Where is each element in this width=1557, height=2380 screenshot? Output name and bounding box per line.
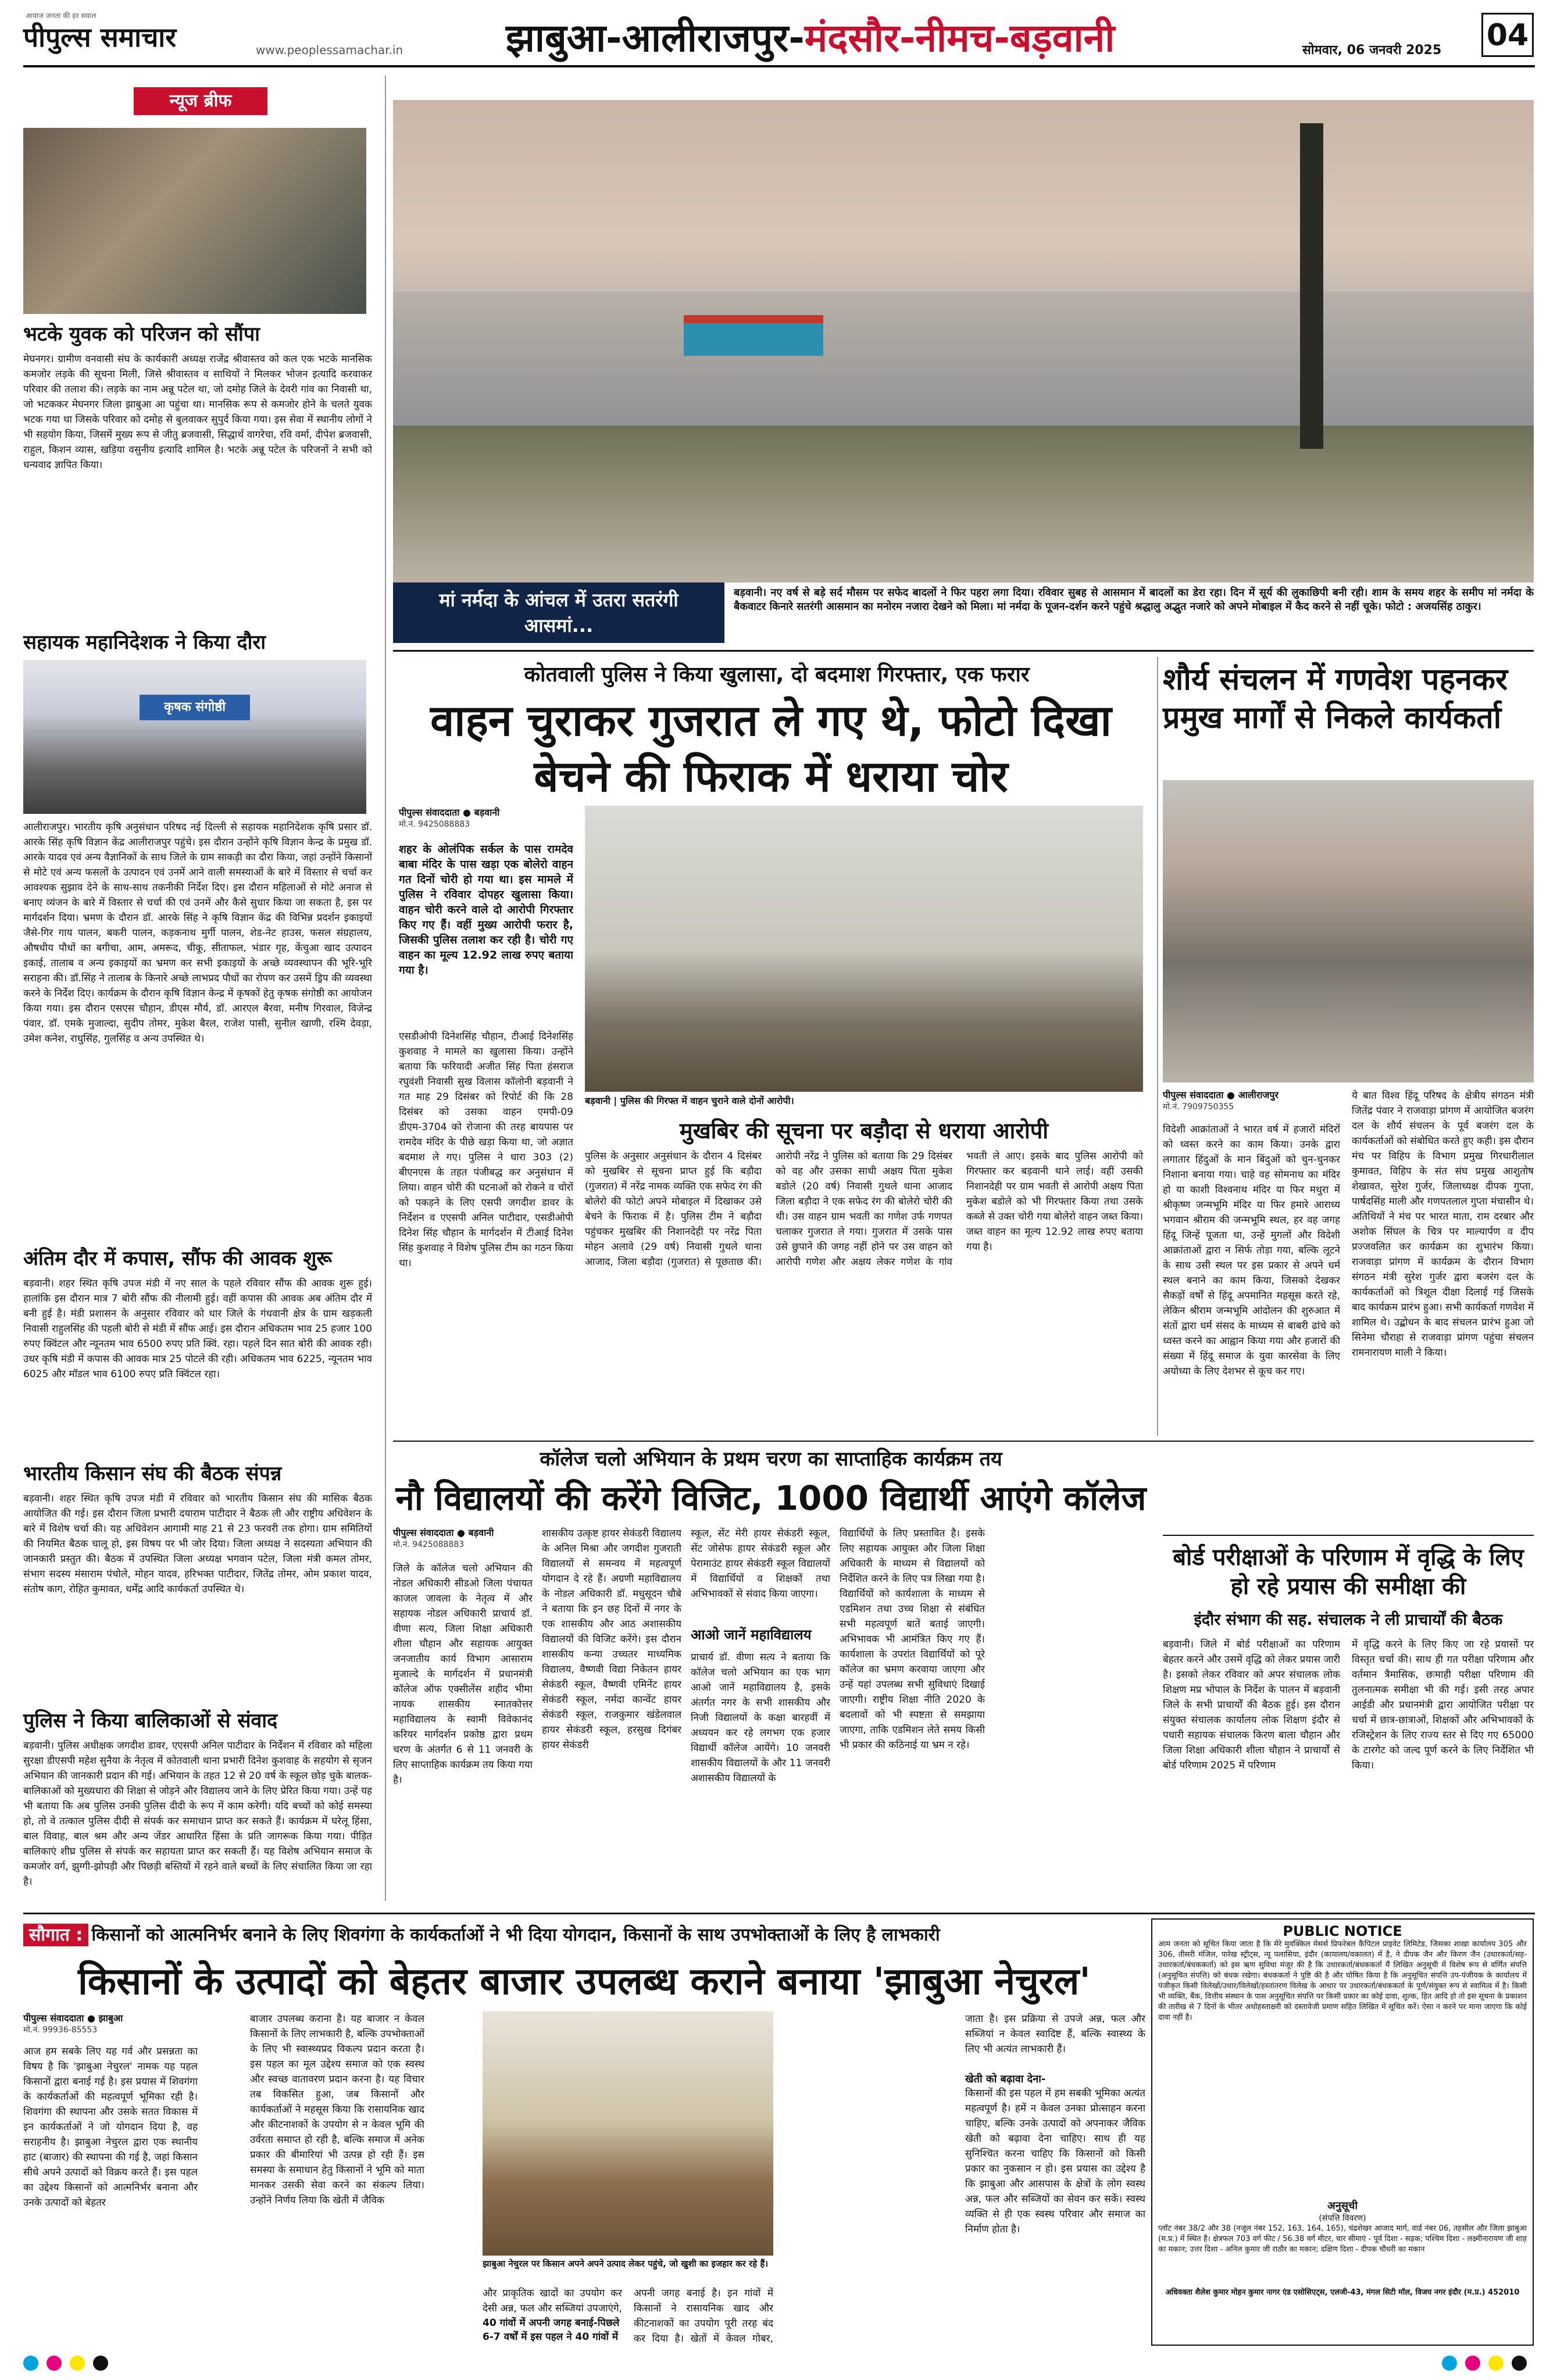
photo-shore bbox=[393, 426, 1534, 583]
saugat-mobile: मो.नं. 99936-85553 bbox=[23, 2025, 98, 2035]
college-body-2: शासकीय उत्कृष्ट हायर सेकंडरी विद्यालय के अनिल मिश्रा और जगदीश गुजराती विद्यालयों से समन्वय में महत्वपूर्ण योगदान दे रहे हैं। अग्रणी महाविद्यालय के नोडल अधिकारी डॉ. मधुसूदन चौबे ने बताया कि इन छह दिनों में नगर के एक शासकीय और आठ अशासकीय विद्यालयों की विजिट करेंगे। इस दौरान शासकीय कन्या उच्चतर माध्यमिक विद्यालय, वैष्णवी विद्या निकेतन हायर सेकंडरी स्कूल, वैष्णवी एमिनेंट हायर सेकंडरी स्कूल, नर्मदा कान्वेंट हायर सेकंडरी स्कूल, राजकुमार खंडेलवाल हायर सेकंडरी स्कूल, हरसुख दिगंबर हायर सेकंडरी bbox=[542, 1528, 681, 1751]
news-brief-label: न्यूज ब्रीफ bbox=[134, 87, 267, 115]
caption-title-text: मां नर्मदा के आंचल में उतरा सतरंगी आसमां... bbox=[439, 589, 678, 637]
color-mark bbox=[70, 2356, 85, 2371]
notice-schedule-sub: (संपत्ति विवरण) bbox=[1319, 2214, 1366, 2223]
masthead-website[interactable]: www.peoplessamachar.in bbox=[256, 43, 403, 57]
saugat-body-1: आज हम सबके लिए यह गर्व और प्रसन्नता का विषय है कि 'झाबुआ नेचुरल' नामक यह पहल किसानों द्वारा बनाई गई है। इस प्रयास में शिवगंगा के कार्यकर्ताओं की महत्वपूर्ण भूमिका रही है। शिवगंगा की स्थापना और उसके सतत विकास में इन कार्यकर्ताओं ने जो योगदान दिया है, वह सराहनीय है। झाबुआ नेचुरल द्वारा एक स्थानीय हाट (बाजार) की स्थापना की गई है, जहां किसान सीधे अपने उत्पादों को विक्रय करते हैं। इस पहल का उद्देश्य किसानों को आत्मनिर्भर बनाना और उनके उत्पादों को बेहतर bbox=[23, 2046, 198, 2209]
board-headline: बोर्ड परीक्षाओं के परिणाम में वृद्धि के लिए हो रहे प्रयास की समीक्षा की bbox=[1173, 1544, 1524, 1600]
lead-headline: वाहन चुराकर गुजरात ले गए थे, फोटो दिखा बेचने की फिराक में धराया चोर bbox=[430, 696, 1112, 802]
brief-headline: भटके युवक को परिजन को सौंपा bbox=[23, 323, 260, 346]
color-mark bbox=[1512, 2356, 1527, 2371]
brief-body: बड़वानी। शहर स्थित कृषि उपज मंडी में रविवार को भारतीय किसान संघ की मासिक बैठक आयोजित की गई। इस दौरान जिला प्रभारी दयाराम पाटीदार ने बैठक ली और राष्ट्रीय अधिवेशन के बारे में विशेष चर्चा की। यह अधिवेशन आगामी माह 21 से 23 फरवरी तक होगा। ग्राम समितियों की नियमित बैठक चालू हो, इस विषय पर भी जोर दिया। जिला अध्यक्ष ने सदस्यता अभियान की जानकारी प्रस्तुत की। बैठक में उपस्थित जिला अध्यक्ष भगवान पटेल, जिला मंत्री कमल तोमर, संभाग सदस्य मंसाराम पंचोले, मोहन यादव, हरिभक्त पाटीदार, जितेंद्र तोमर, ओम प्रकाश यादव, संतोष काग, रोहित कुमावत, धर्मेंद्र आदि कार्यकर्ता उपस्थित थे। bbox=[23, 1493, 372, 1595]
saugat-byline: पीपुल्स संवाददाता bbox=[23, 2013, 84, 2024]
photo-caption-title bbox=[393, 583, 724, 643]
saugat-col5 bbox=[965, 2011, 1145, 2343]
saugat-col3 bbox=[483, 2286, 622, 2344]
college-headline: नौ विद्यालयों की करेंगे विजिट, 1000 विद्यार्थी आएंगे कॉलेज bbox=[395, 1478, 1147, 1518]
color-mark bbox=[47, 2356, 62, 2371]
college-mobile: मो.नं. 9425088883 bbox=[393, 1540, 465, 1549]
notice-signature: अधिवक्ता शैलेश कुमार मोहन कुमार नागर एंड एसोसिएट्स, एलजी-43, मंगल सिटी मॉल, विजय नगर इंदौर (म.प्र.) 452010 bbox=[1165, 2288, 1520, 2297]
color-mark bbox=[1488, 2356, 1504, 2371]
notice-schedule-body: प्लॉट नंबर 38/2 और 38 (नजूल नंबर 152, 163, 164, 165), चंद्रशेखर आजाद मार्ग, वार्ड नंबर 06, तहसील और जिला झाबुआ (म.प्र.) में स्थित है। क्षेत्रफल 703 वर्ग फीट / 56.38 वर्ग मीटर, चार सीमाएं - पूर्व दिशा - सड़क; पश्चिम दिशा - लक्ष्मीनारायण जी शाह का मकान; उत्तर दिशा - अनिल कुमार जी राठौर का मकान; दक्षिण दिशा - दीपक चौधरी का मकान bbox=[1158, 2224, 1527, 2254]
shaurya-body-2: ये बात विश्व हिंदू परिषद के क्षेत्रीय संगठन मंत्री जितेंद्र पंवार ने राजवाड़ा प्रांगण में आयोजित बजरंग दल के शौर्य संचलन के पूर्व बजरंग दल के कार्यकर्ताओं को संबोधित करते हुए कही। इस दौरान मंच पर विहिप के विभाग प्रमुख गिरधारीलाल कुमावत, विहिप के संत संघ प्रमुख आशुतोष शेखावत, सुरेश गुर्जर, जिलाध्यक्ष दीपक गुप्ता, पार्षदसिंह माली और गणपतलाल गुप्ता मंचासीन थे। अतिथियों ने मंच पर भारत माता, राम दरबार और अशोक सिंघल के चित्र पर माल्यार्पण व दीप प्रज्जवलित कर कार्यक्रम का शुभारंभ किया। राजवाड़ा प्रांगण में कार्यक्रम के दौरान विभाग संगठन मंत्री सुरेश गुर्जर द्वारा बजरंग दल के कार्यकर्ताओं को त्रिशूल दीक्षा दिलाई गई जिसके बाद कार्यक्रम प्रारंभ हुआ। सभी कार्यकर्ता गणवेश में शामिल थे। उद्बोधन के बाद संचलन प्रारंभ हुआ जो सिनेमा चौराहा से राजवाड़ा प्रांगण पहुंचा संचलन रामनारायण माली ने किया। bbox=[1352, 1090, 1534, 1359]
saugat-story bbox=[23, 1918, 1145, 2349]
college-body-1: जिले के कॉलेज चलो अभियान की नोडल अधिकारी सीडओ जिला पंचायत काजल जावला के नेतृत्व में और सहायक नोडल अधिकारी प्राचार्य डॉ. वीणा सत्य, जिला शिक्षा अधिकारी शीला चौहान और सहायक आयुक्त जनजातीय कार्य विभाग आसाराम मुजाल्दे के मार्गदर्शन में प्रधानमंत्री कॉलेज ऑफ एक्सीलेंस शहीद भीमा नायक शासकीय स्नातकोत्तर महाविद्यालय के स्वामी विवेकानंद करियर मार्गदर्शन प्रकोष्ठ द्वारा प्रथम चरण के अंतर्गत 6 से 11 जनवरी के लिए साप्ताहिक कार्यक्रम तय किया गया है। bbox=[393, 1563, 533, 1786]
seminar-banner: कृषक संगोष्ठी bbox=[140, 695, 250, 720]
photo-boat bbox=[684, 315, 823, 356]
lead-byline: पीपुल्स संवाददाता bbox=[399, 807, 460, 818]
masthead-tagline: आवाज जनता की हर सवाल bbox=[26, 12, 97, 20]
college-body-3b: प्राचार्य डॉ. वीणा सत्य ने बताया कि कॉलेज चलो अभियान का एक भाग आओ जानें महाविद्यालय है, इसके अंतर्गत नगर के सभी शासकीय और निजी विद्यालयों के कक्षा बारहवीं में अध्ययन कर रहे लगभग एक हजार विद्यार्थी कॉलेज आयेंगे। 10 जनवरी शासकीय विद्यालयों के और 11 जनवरी अशासकीय विद्यालयों के bbox=[691, 1652, 830, 1784]
notice-schedule-title: अनुसूची bbox=[1327, 2200, 1358, 2212]
brief-body: बड़वानी। पुलिस अधीक्षक जगदीश डावर, एएसपी अनिल पाटीदार के निर्देशन में रविवार को महिला सुरक्षा डीएसपी महेश सुनैया के नेतृत्व में कोतवाली थाना प्रभारी दिनेश कुशवाह के सहयोग से सृजन अभियान की जानकारी प्रदान की गई। अभियान के तहत 12 से 20 वर्ष के स्कूल छोड़ चुके बालक-बालिकाओं को मुख्यधारा की शिक्षा से जोड़ने और विद्यालय जाने के लिए प्रेरित किया गया। उन्हें यह भी बताया कि अब पुलिस उनकी पुलिस दीदी के रूप में काम करेगी। यदि बच्चों को कोई समस्या हो, तो वे तत्काल पुलिस दीदी से संपर्क कर समाधान प्राप्त कर सकते हैं। कार्यक्रम में घरेलू हिंसा, बाल विवाह, बाल श्रम और अन्य जेंडर आधारित हिंसा के प्रति जागरूक किया गया। पीड़ित बालिकाएं शीघ्र पुलिस से संपर्क कर सहायता प्राप्त कर सकती हैं। यह विशेष अभियान समाज के कमजोर वर्ग, झुग्गी-झोपड़ी और पिछड़ी बस्तियों में रहने वाले बच्चों के लिए संचालित किया जा रहा है। bbox=[23, 1740, 372, 1888]
masthead-region bbox=[506, 10, 1262, 60]
section-rule bbox=[1163, 1535, 1534, 1536]
notice-title: PUBLIC NOTICE bbox=[1283, 1923, 1402, 1939]
college-byline: पीपुल्स संवाददाता bbox=[393, 1527, 454, 1538]
lead-byline-block: पीपुल्स संवाददाता ● बड़वानी मो.नं. 9425088883 bbox=[399, 806, 573, 830]
masthead-rule bbox=[23, 65, 1535, 67]
college-subhead: आओ जानें महाविद्यालय bbox=[691, 1627, 812, 1643]
print-color-marks-left bbox=[23, 2356, 198, 2373]
notice-body: आम जनता को सूचित किया जाता है कि मेरे मुवक्किल मेसर्स प्रिफरेबल कैपिटल प्राइवेट लिमिटेड, जिसका शाखा कार्यालय 305 और 306, तीसरी मंजिल, पारेख स्ट्रीट्स, न्यू पलासिया, इंदौर (कायालय/वकालत) में है, ने दीपक जैन और किरण जैन (उधारकर्ता/सह-उधारकर्ता/बंधककर्ता) को इस ऋण सुविधा मंजूर की है कि उधारकर्ता/बंधककर्ता मैं लिखित अनुसूची में विशेष रूप से वर्णित संपत्ति (अनुसूचित संपत्ति) को बंधक रखेगा। बंधककर्ता ने पुष्टि की है और घोषित किया है कि अनुसूचित संपत्ति उप-पंजीयक के कार्यालय में पंजीकृत किसी विलेखों/उधार/विलेखों/हस्तांतरण विलेख के आधार पर उधारकर्ता/बंधककर्ता के पूर्ण/संयुक्त रूप से स्वामित्व में है। किसी भी व्यक्ति, बैंक, वित्तीय संस्थान के पास अनुसूचित संपत्ति पर किसी प्रकार का कोई दावा, शुल्क, हित आदि हो तो इस सूचना के प्रकाशन की तारीख से 7 दिनों के भीतर अधोहस्ताक्षरी को दस्तावेजी प्रमाण सहित लिखित में सूचित करें। ऐसा न करने पर माना जाएगा कि कोई दावा नहीं है। bbox=[1158, 1940, 1527, 2022]
saugat-kicker-row bbox=[23, 1922, 1145, 1950]
section-rule bbox=[23, 1913, 1535, 1914]
shaurya-body-1: विदेशी आक्रांताओं ने भारत वर्ष में हजारों मंदिरों को ध्वस्त करने का काम किया। उनके द्वारा लगातार हिंदुओं के मान बिंदुओं को चुन-चुनकर निशाना बनाया गया। चाहे वह सोमनाथ का मंदिर हो या काशी विश्वनाथ मंदिर या फिर मथुरा में श्रीकृष्ण जन्मभूमि मंदिर या फिर हमारे आराध्य भगवान श्रीराम की जन्मभूमि स्थल, हर वह जगह हिंदू जिन्हें पूजता था, उन्हें मुगलों और विदेशी आक्रांताओं द्वारा न सिर्फ तोड़ा गया, बल्कि लूटने के साथ उसी स्थल पर इस प्रकार से अपने धर्म स्थल बनाने का काम किया, जिसको देखकर सैकड़ों वर्षों से हिंदू अपमानित महसूस करते रहे, लेकिन श्रीराम जन्मभूमि आंदोलन की शुरुआत में संतों द्वारा धर्म संसद के माध्यम से बाबरी ढांचे को ध्वस्त करने का आह्वान किया गया और हजारों की संख्या में हिंदू समाज के युवा कारसेवा के लिए अयोध्या के लिए देशभर से कूच कर गए। bbox=[1163, 1124, 1340, 1377]
shaurya-place: आलीराजपुर bbox=[1238, 1089, 1279, 1100]
column-divider bbox=[1157, 657, 1158, 1436]
lead-kicker: कोतवाली पुलिस ने किया खुलासा, दो बदमाश गिरफ्तार, एक फरार bbox=[524, 663, 1030, 687]
college-body-3: स्कूल, सेंट मेरी हायर सेकंडरी स्कूल, सेंट जोसेफ हायर सेकंडरी स्कूल और पेरामाउंट हायर सेकंडरी स्कूल विद्यालयों में विद्यार्थियों व शिक्षकों तथा अभिभावकों से संवाद किया जाएगा। bbox=[691, 1528, 830, 1600]
board-body-2: में वृद्धि करने के लिए किए जा रहे प्रयासों पर विस्तृत चर्चा की। साथ ही गत परीक्षा परिणाम और वर्तमान त्रैमासिक, छःमाही परीक्षा परिणाम की तुलनात्मक समीक्षा भी की गई। इसी तरह अपार आईडी और प्रधानमंत्री द्वारा आयोजित परीक्षा पर चर्चा में छात्र-छात्राओं, शिक्षकों और अभिभावकों के रजिस्ट्रेशन के लिए राज्य स्तर से दिए गए 65000 के टारगेट को जल्द पूर्ण करने के लिए निर्देशित भी किया। bbox=[1352, 1639, 1534, 1771]
brief-headline: अंतिम दौर में कपास, सौंफ की आवक शुरू bbox=[23, 1247, 332, 1270]
print-color-marks-right bbox=[1442, 2356, 1547, 2373]
college-kicker: कॉलेज चलो अभियान के प्रथम चरण का साप्ताहिक कार्यक्रम तय bbox=[540, 1448, 1002, 1471]
saugat-body-4: अपनी जगह बनाई है। इन गांवों में किसानों ने रासायनिक खाद और कीटनाशकों का उपयोग पूरी तरह बंद कर दिया है। खेतों में केवल गोबर, bbox=[634, 2288, 773, 2344]
lead-photo-arrest bbox=[585, 806, 1143, 1092]
column-divider bbox=[385, 76, 386, 1901]
college-body-4: विद्यार्थियों के लिए प्रस्तावित है। इसके लिए सहायक आयुक्त और जिला शिक्षा अधिकारी के माध्यम से विद्यालयों को निर्देशित करने के लिए पत्र लिखा गया है। विद्यार्थियों को कार्यशाला के माध्यम से एडमिशन तथा उच्च शिक्षा से संबंधित सभी महत्वपूर्ण बातें बताई जाएगी। अभिभावक भी आमंत्रित किए गए हैं। कार्यशाला के उपरांत विद्यार्थियों को पूरे कॉलेज का भ्रमण करवाया जाएगा और उन्हें यहां उपलब्ध सभी सुविधाएं दिखाई जाएगी। राष्ट्रीय शिक्षा नीति 2020 के बदलावों को भी स्पष्टता से समझाया जाएगा, ताकि एडमिशन लेते समय किसी भी प्रकार की कठिनाई या भ्रम न रहे। bbox=[840, 1528, 985, 1751]
lead-body-continued: पुलिस के अनुसार अनुसंधान के दौरान 4 दिसंबर को मुखबिर से सूचना प्राप्त हुई कि बड़ौदा (गुजरात) में नरेंद्र नामक व्यक्ति एक सफेद रंग की बोलेरो की फोटो अपने मोबाइल में दिखाकर उसे बेचने के फिराक में है। पुलिस टीम ने बड़ौदा पहुंचकर मुखबिर की निशानदेही पर नरेंद्र पिता मोहन अलावे (29 वर्ष) निवासी गुथले थाना आजाद, जिला बड़ौदा (गुजरात) से पूछताछ की। आरोपी नरेंद्र ने पुलिस को बताया कि 29 दिसंबर को वह और उसका साथी अक्षय पिता मुकेश बडोले (20 वर्ष) निवासी गुथले थाना आजाद जिला बड़ौदा ने एक सफेद रंग की बोलेरो चोरी की थी। उस वाहन ग्राम भवती का गणेश उर्फ गणपत चलाकर गुजरात ले गया। गुजरात में उसके पास उसे छुपाने की जगह नहीं होने पर उस वाहन को आरोपी गणेश और अक्षय लेकर गणेश के गांव भवती ले आए। इसके बाद पुलिस आरोपी को गिरफ्तार कर बड़वानी थाने लाई। वहीं उसकी निशानदेही पर ग्राम भवती से आरोपी अक्षय पिता मुकेश बडोले को भी गिरफ्तार किया तथा उसके कब्जे से उक्त चोरी गया बोलेरो वाहन जब्त किया। जब्त वाहन का मूल्य 12.92 लाख रुपए बताया गया है। bbox=[585, 1150, 1143, 1268]
photo-tree bbox=[1300, 123, 1323, 449]
masthead-logo bbox=[23, 10, 250, 57]
board-subhead: इंदौर संभाग की सह. संचालक ने ली प्राचार्यों की बैठक bbox=[1194, 1611, 1503, 1629]
lead-subhead: मुखबिर की सूचना पर बड़ौदा से धराया आरोपी bbox=[679, 1118, 1049, 1143]
top-photo-narmada bbox=[393, 100, 1534, 583]
college-story bbox=[393, 1445, 1149, 1904]
saugat-place: झाबुआ bbox=[98, 2013, 123, 2024]
brief-photo-youth bbox=[23, 128, 366, 314]
board-body-1: बड़वानी। जिले में बोर्ड परीक्षाओं का परिणाम बेहतर करने और उसमें वृद्धि को लेकर प्रयास जारी है। इसको लेकर रविवार को अपर संचालक लोक शिक्षण मप्र भोपाल के निर्देश के पालन में बड़वानी जिले के सभी प्राचार्यों की बैठक हुई। इस दौरान संयुक्त संचालक कार्यालय लोक शिक्षण इंदौर से पधारी सहायक संचालक किरण बाला चौहान और जिला शिक्षा अधिकारी शीला चौहान ने प्राचार्यों से बोर्ड परिणाम 2025 में परिणाम bbox=[1163, 1639, 1340, 1771]
college-byline-block: पीपुल्स संवाददाता ● बड़वानी मो.नं. 9425088883 bbox=[393, 1526, 567, 1550]
saugat-body-2: बाजार उपलब्ध कराना है। यह बाजार न केवल किसानों के लिए लाभकारी है, बल्कि उपभोक्ताओं के लिए भी स्वास्थ्यप्रद विकल्प प्रदान करता है। इस पहल का मूल उद्देश्य समाज को एक स्वस्थ और स्वच्छ वातावरण प्रदान करना है। यह विचार तब विकसित हुआ, जब किसानों और कार्यकर्ताओं ने महसूस किया कि रासायनिक खाद और कीटनाशकों के उपयोग से न केवल भूमि की उर्वरता समाप्त हो रही है, बल्कि समाज में अनेक प्रकार की बीमारियां भी उत्पन्न हो रही हैं। इस समस्या के समाधान हेतु किसानों ने भूमि को माता मानकर उसकी सेवा करने का संकल्प लिया। उन्होंने निर्णय लिया कि खेती में जैविक bbox=[250, 2013, 424, 2206]
brief-photo-seminar bbox=[23, 660, 366, 814]
photo-water bbox=[393, 292, 1534, 443]
brief-body: मेघनगर। ग्रामीण वनवासी संघ के कार्यकारी अध्यक्ष राजेंद्र श्रीवास्तव को कल एक भटके मानसिक कमजोर लड़के की सूचना मिली, जिसे श्रीवास्तव व साथियों ने मिलकर भोजन इत्यादि करवाकर परिवार की तलाश की। लड़के का नाम अन्नू पटेल था, जो दमोह जिले के देवरी गांव का निवासी था, जो भटककर मेघनगर जिला झाबुआ आ पहुंचा था। मानसिक रूप से कमजोर होने के चलते युवक भटक गया था जिसके परिवार को दमोह से बुलवाकर सुपुर्द किया गया। इस सेवा में स्थानीय लोगों ने भी सहयोग किया, जिसमें मुख्य रूप से जीतु ब्रजवासी, सिद्धार्थ वागरेचा, रवि वर्मा, दीपेश ब्रजवासी, राहुल, किशन व्यास, खड़िया वसुनीय इत्यादि शामिल है। भटके अन्नू पटेल के परिजनों ने सभी को धन्यवाद ज्ञापित किया। bbox=[23, 353, 372, 471]
lead-photo-caption: बड़वानी | पुलिस की गिरफ्त में वाहन चुराने वाले दोनों आरोपी। bbox=[585, 1095, 794, 1106]
saugat-photo-caption: झाबुआ नेचुरल पर किसान अपने अपने उत्पाद लेकर पहुंचे, जो खुशी का इजहार कर रहे हैं। bbox=[483, 2259, 769, 2269]
board-story bbox=[1163, 1535, 1534, 1907]
college-col3 bbox=[691, 1526, 830, 1901]
lead-place: बड़वानी bbox=[474, 807, 500, 818]
lead-body: एसडीओपी दिनेशसिंह चौहान, टीआई दिनेशसिंह कुशवाह ने मामले का खुलासा किया। उन्होंने बताया कि फरियादी अजीत सिंह पिता हंसराज रघुवंशी निवासी सुख विलास कॉलोनी बड़वानी ने गत माह 29 दिसंबर को रिपोर्ट की कि 28 दिसंबर को उसका वाहन एमपी-09 डीएम-3704 को रोजाना की तरह बायपास पर रामदेव मंदिर के पीछे खड़ा किया था, जो अज्ञात बदमाश ले गए। पुलिस ने धारा 303 (2) बीएनएस के तहत पंजीबद्ध कर अनुसंधान में लिया। वाहन चोरी की घटनाओं को रोकने व चोरों को पकड़ने के लिए एसपी जगदीश डावर के निर्देशन व एएसपी अनिल पाटीदार, एसडीओपी दिनेश सिंह चौहान के मार्गदर्शन में टीआई दिनेश सिंह कुशवाह ने विशेष पुलिस टीम का गठन किया था। bbox=[399, 1031, 573, 1269]
lead-mobile: मो.नं. 9425088883 bbox=[399, 820, 470, 829]
lead-intro: शहर के ओलंपिक सर्कल के पास रामदेव बाबा मंदिर के पास खड़ा एक बोलेरो वाहन गत दिनों चोरी हो गया था। इस मामले में पुलिस ने रविवार दोपहर खुलासा किया। वाहन चोरी करने वाले दो आरोपी गिरफ्तार किए गए हैं। वहीं मुख्य आरोपी फरार है, जिसकी पुलिस तलाश कर रही है। चोरी गए वाहन का मूल्य 12.92 लाख रुपए बताया गया है। bbox=[399, 843, 573, 977]
brief-body: आलीराजपुर। भारतीय कृषि अनुसंधान परिषद नई दिल्ली से सहायक महानिदेशक कृषि प्रसार डॉ. आरके सिंह कृषि विज्ञान केंद्र आलीराजपुर पहुंचे। इस दौरान उन्होंने कृषि विज्ञान केन्द्र के प्रमुख डॉ. आरके यादव एवं अन्य वैज्ञानिकों के साथ जिले के ग्राम साकड़ी का दौरा किया, जहां उन्होंने किसानों से मोटे एवं अन्य फसलों के उत्पादन एवं उनमें आने वाली समस्याओं के बारे में विस्तार से चर्चा कर आवश्यक सुझाव देने के साथ-साथ तकनीकी निर्देश दिए। इस दौरान महिलाओं से मोटे अनाज से बनाए व्यंजन के बारे में विस्तार से चर्चा की एवं उनमें और कैसे सुधार किया जा सकता है, इस पर मार्गदर्शन दिया। भ्रमण के दौरान डॉ. आरके सिंह ने कृषि विज्ञान केंद्र की विभिन्न प्रदर्शन इकाइयों जैसे-गिर गाय पालन, बकरी पालन, कड़कनाथ मुर्गी पालन, शेड-नेट हाउस, फसल संग्रहालय, औषधीय पौधों का बगीचा, आम, अमरूद, चीकू, सीताफल, भंडार गृह, केंचुआ खाद उत्पादन इकाई, तालाब व अन्य इकाइयों का भ्रमण कर सभी इकाइयों के अच्छे व्यवस्थापन की भूरि-भूरि सराहना की। डॉ.सिंह ने तालाब के किनारे अच्छे लाभप्रद पौधों का रोपण कर उसमें ड्रिप की व्यवस्था करने के निर्देश दिए। कार्यक्रम के दौरान कृषि विज्ञान केन्द्र में कृषकों हेतु कृषक संगोष्ठी का आयोजन किया गया। इस दौरान एसएस चौहान, डीएस मौर्य, डॉ. आरएल बैरवा, मनीष गिरवाल, विजेन्द्र पंवार, डॉ. एमके मुजाल्दा, सुदीप तोमर, मुकेश बैरल, राजेश पासी, सुनील खाणी, रश्मि देवड़ा, उमेश कनेश, राधुसिंह, गुलसिंह व अन्य उपस्थित थे। bbox=[23, 821, 372, 1045]
section-rule bbox=[393, 1441, 1534, 1442]
masthead bbox=[0, 0, 1557, 69]
color-mark bbox=[23, 2356, 38, 2371]
saugat-kicker: किसानों को आत्मनिर्भर बनाने के लिए शिवगंगा के कार्यकर्ताओं ने भी दिया योगदान, किसानों के साथ उपभोक्ताओं के लिए है लाभकारी bbox=[91, 1925, 940, 1945]
photo-caption-body: बड़वानी। नए वर्ष से बड़े सर्द मौसम पर सफेद बादलों ने फिर पहरा लगा दिया। रविवार सुबह से आसमान में बादलों का डेरा रहा। दिन में सूर्य की लुकाछिपी बनी रही। शाम के समय शहर के समीप मां नर्मदा के बैकवाटर किनारे सतरंगी आसमान का मनोरम नजारा देखने को मिला। मां नर्मदा के पूजन-दर्शन करने पहुंचे श्रद्धालु अद्भुत नजारे को अपने मोबाइल में कैद करने से नहीं चूके। फोटो : अजयसिंह ठाकुर। bbox=[734, 587, 1534, 613]
shaurya-byline-block: पीपुल्स संवाददाता ● आलीराजपुर मो.नं. 7909750355 bbox=[1163, 1088, 1337, 1112]
brief-headline: भारतीय किसान संघ की बैठक संपन्न bbox=[23, 1462, 282, 1485]
shaurya-story bbox=[1163, 657, 1534, 1439]
saugat-body-5b: किसानों की इस पहल में हम सबकी भूमिका अत्यंत महत्वपूर्ण है। हमें न केवल उनका प्रोत्साहन करना चाहिए, बल्कि उनके उत्पादों को अपनाकर जैविक खेती को बढ़ावा देना चाहिए। साथ ही यह सुनिश्चित करना चाहिए कि किसानों को किसी प्रकार का नुकसान न हो। इस प्रयास का उद्देश्य है कि झाबुआ और आसपास के क्षेत्रों के लोग स्वस्थ अन्न, फल और सब्जियों का सेवन कर सकें। स्वस्थ व्यक्ति से ही एक स्वस्थ परिवार और समाज का निर्माण होता है। bbox=[965, 2088, 1145, 2235]
saugat-byline-block: पीपुल्स संवाददाता ● झाबुआ मो.नं. 99936-85553 bbox=[23, 2011, 198, 2035]
shaurya-headline: शौर्य संचलन में गणवेश पहनकर प्रमुख मार्गों से निकले कार्यकर्ता bbox=[1163, 662, 1508, 735]
shaurya-photo-march bbox=[1163, 780, 1534, 1082]
saugat-headline: किसानों के उत्पादों को बेहतर बाजार उपलब्ध कराने बनाया 'झाबुआ नेचुरल' bbox=[78, 1960, 1091, 2003]
saugat-photo-market bbox=[483, 2011, 773, 2256]
saugat-body-3: और प्राकृतिक खादों का उपयोग कर देसी अन्न, फल और सब्जियां उपजाएंगे, bbox=[483, 2288, 622, 2314]
section-rule bbox=[393, 650, 1534, 652]
brief-body: बड़वानी। शहर स्थित कृषि उपज मंडी में नए साल के पहले रविवार सौंफ की आवक शुरू हुई। हालांकि इस दौरान मात्र 7 बोरी सौंफ की नीलामी हुई। वहीं कपास की आवक अब अंतिम दौर में बनी हुई है। मंडी प्रशासन के अनुसार रविवार को धार जिले के गंधवानी क्षेत्र के ग्राम खड़कली निवासी राहुलसिंह की पहली बोरी से मंडी में सौंफ आई। इस दौरान अधिकतम भाव 25 हजार 100 रुपए क्विंटल और न्यूनतम भाव 6500 रुपए प्रति क्विं. रहा। पहले दिन सात बोरी की आवक रही। उधर कृषि मंडी में कपास की आवक मात्र 25 पोटले की रही। अधिकतम भाव 6225, न्यूनतम भाव 6025 और मॉडल भाव 6100 रुपए प्रति क्विंटल रहा। bbox=[23, 1278, 372, 1380]
lead-story bbox=[393, 657, 1149, 1439]
public-notice bbox=[1151, 1918, 1534, 2346]
color-mark bbox=[93, 2356, 108, 2371]
shaurya-byline: पीपुल्स संवाददाता bbox=[1163, 1089, 1224, 1100]
region-primary: झाबुआ-आलीराजपुर- bbox=[506, 16, 805, 60]
brief-headline: सहायक महानिदेशक ने किया दौरा bbox=[23, 631, 266, 654]
college-place: बड़वानी bbox=[468, 1527, 494, 1538]
shaurya-mobile: मो.नं. 7909750355 bbox=[1163, 1102, 1234, 1112]
masthead-name: पीपुल्स समाचार bbox=[23, 22, 177, 53]
saugat-body-5-bold: खेती को बढ़ावा देना- bbox=[965, 2073, 1046, 2085]
news-brief-column bbox=[23, 76, 378, 1913]
masthead-date: सोमवार, 06 जनवरी 2025 bbox=[1302, 43, 1442, 58]
region-secondary: मंदसौर-नीमच-बड़वानी bbox=[804, 16, 1115, 60]
page-number: 04 bbox=[1481, 13, 1534, 57]
color-mark bbox=[1465, 2356, 1480, 2371]
saugat-body-3-bold: 40 गांवों में अपनी जगह बनाई-पिछले 6-7 वर्षों में इस पहल ने 40 गांवों में bbox=[483, 2317, 620, 2343]
saugat-tag: सौगात : bbox=[23, 1924, 88, 1946]
color-mark bbox=[1442, 2356, 1457, 2371]
saugat-body-5: जाता है। इस प्रक्रिया से उपजे अन्न, फल और सब्जियां न केवल स्वादिष्ट हैं, बल्कि स्वास्थ्य के लिए भी अत्यंत लाभकारी हैं। bbox=[965, 2013, 1145, 2055]
brief-headline: पुलिस ने किया बालिकाओं से संवाद bbox=[23, 1709, 278, 1732]
